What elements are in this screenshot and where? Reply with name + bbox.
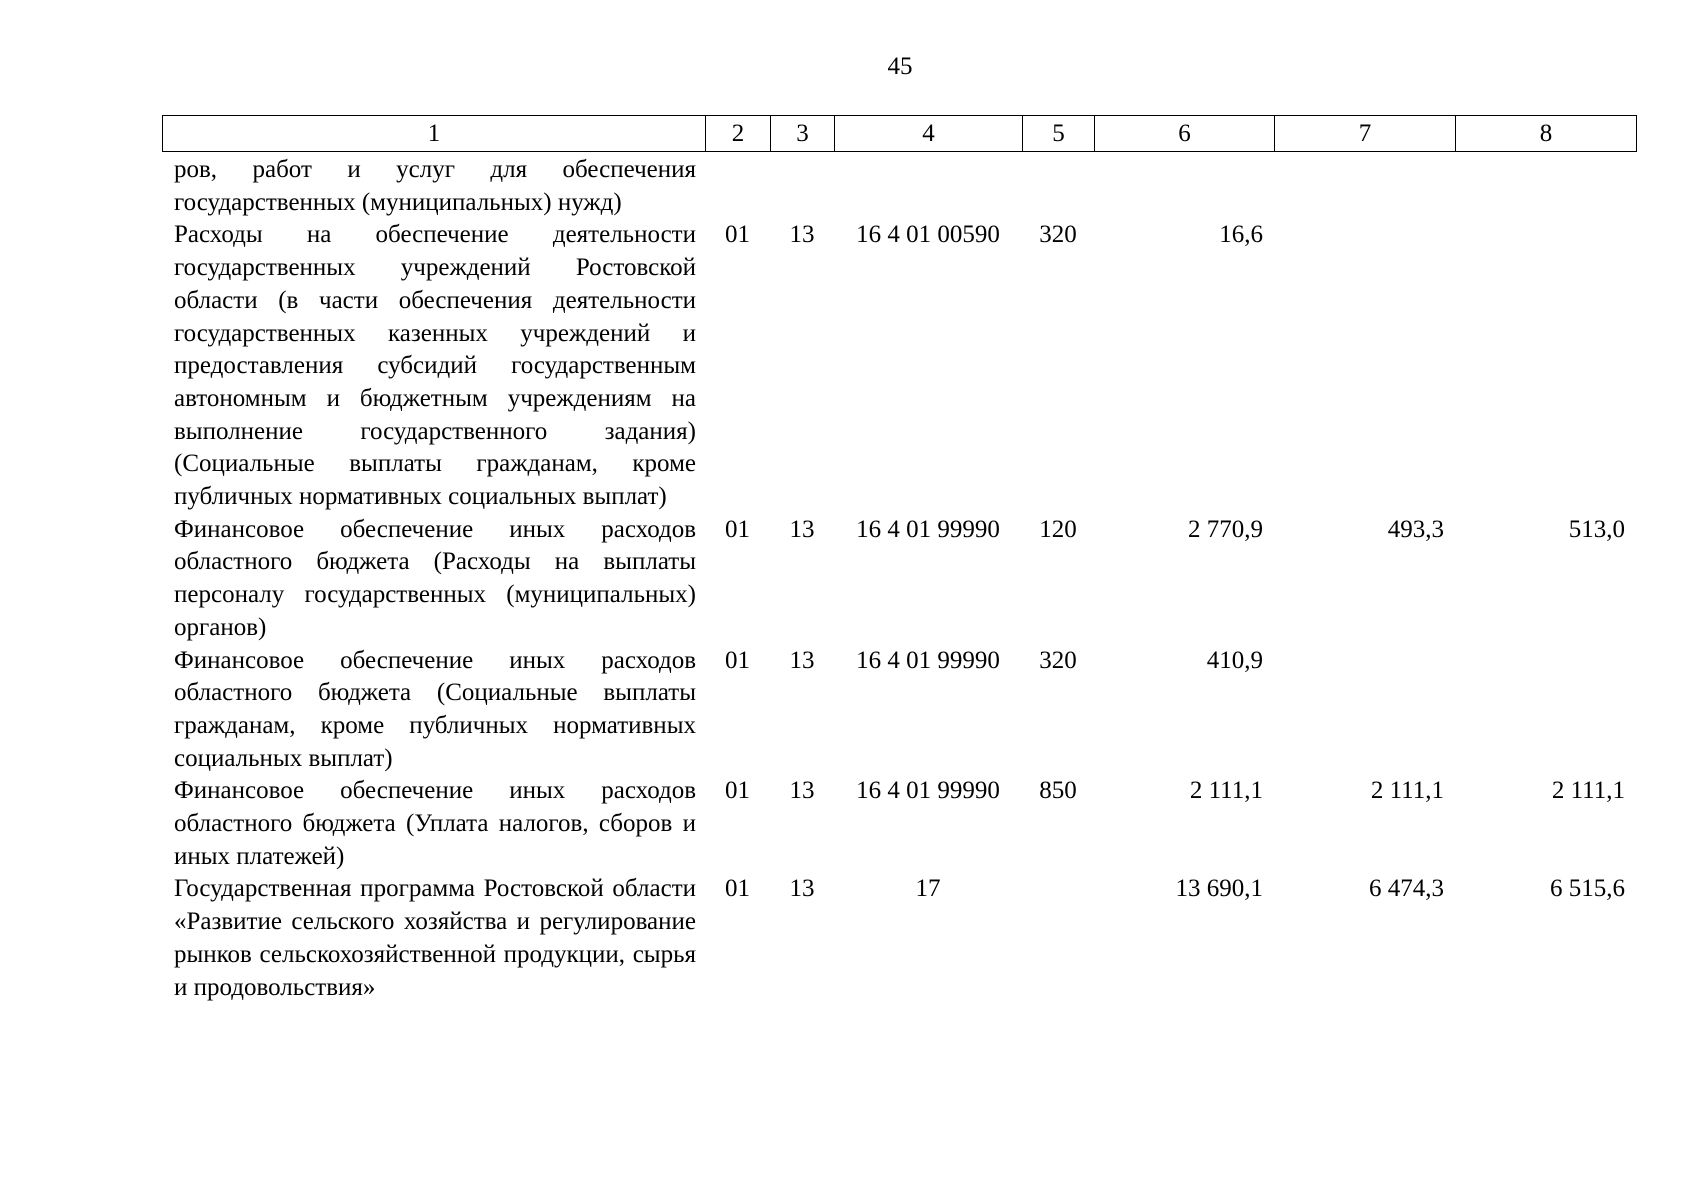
row-expense-type (1022, 154, 1094, 219)
row-value-col7 (1274, 154, 1455, 219)
row-name: Расходы на обеспечение деятельности государственных учреждений Ростовской области (в части обеспечения деятельности государственных казенных учреждений и предоставления субсидий государственным автономным и бюджетным учреждениям на выполнение государственного задания) (Социальные выплаты гражданам, кроме публичных нормативных социальных выплат) (174, 221, 696, 511)
row-name: Финансовое обеспечение иных расходов областного бюджета (Расходы на выплаты персоналу государственных (муниципальных) органов) (174, 515, 696, 641)
header-col-5: 5 (1023, 116, 1095, 152)
row-section: 01 (725, 646, 750, 674)
row-expense-type: 120 (1039, 515, 1077, 543)
header-col-6: 6 (1095, 116, 1275, 152)
row-value-col7: 6 474,3 (1369, 875, 1444, 903)
header-col-3: 3 (771, 116, 835, 152)
row-value-col6: 2 111,1 (1189, 777, 1263, 805)
header-row (163, 116, 1637, 152)
row-value-col6 (1094, 154, 1274, 219)
row-section: 01 (725, 875, 750, 903)
row-subsection (770, 154, 834, 219)
row-target-code (834, 154, 1022, 219)
row-section: 01 (725, 777, 750, 805)
row-target-code: 17 (915, 875, 941, 903)
row-value-col6: 16,6 (1219, 221, 1263, 249)
row-value-col7 (1274, 219, 1455, 513)
header-col-4: 4 (835, 116, 1023, 152)
row-subsection: 13 (789, 221, 815, 249)
header-col-2: 2 (706, 116, 771, 152)
row-name: Финансовое обеспечение иных расходов областного бюджета (Социальные выплаты гражданам, кроме публичных нормативных социальных выплат) (174, 646, 696, 772)
row-subsection: 13 (789, 646, 815, 674)
row-subsection: 13 (789, 515, 815, 543)
table-header (162, 115, 1637, 152)
row-target-code: 16 4 01 99990 (856, 646, 1000, 674)
row-target-code: 16 4 01 99990 (856, 515, 1000, 543)
row-target-code: 16 4 01 99990 (856, 777, 1000, 805)
row-section: 01 (725, 515, 750, 543)
row-value-col8: 513,0 (1568, 515, 1625, 543)
row-name: Государственная программа Ростовской области «Развитие сельского хозяйства и регулирование рынков сельскохозяйственной продукции, сырья и продовольствия» (174, 875, 696, 1001)
header-col-8: 8 (1456, 116, 1637, 152)
row-expense-type: 850 (1039, 777, 1077, 805)
row-expense-type: 320 (1039, 221, 1077, 249)
row-value-col7: 493,3 (1387, 515, 1444, 543)
row-value-col8 (1455, 154, 1636, 219)
table-row (162, 645, 1636, 776)
row-subsection: 13 (789, 777, 815, 805)
row-name: ров, работ и услуг для обеспечения государственных (муниципальных) нужд) (174, 156, 696, 216)
table-row (162, 154, 1636, 219)
row-value-col7 (1274, 645, 1455, 776)
row-target-code: 16 4 01 00590 (856, 221, 1000, 249)
row-section (705, 154, 770, 219)
row-value-col8 (1455, 645, 1636, 776)
header-col-7: 7 (1275, 116, 1456, 152)
table-row (162, 775, 1636, 873)
row-value-col6: 2 770,9 (1188, 515, 1263, 543)
row-expense-type (1022, 873, 1094, 1004)
row-value-col8: 2 111,1 (1551, 777, 1625, 805)
table-row (162, 514, 1636, 645)
row-section: 01 (725, 221, 750, 249)
budget-table (162, 154, 1636, 1004)
row-value-col7: 2 111,1 (1370, 777, 1444, 805)
row-value-col6: 13 690,1 (1175, 875, 1263, 903)
row-name: Финансовое обеспечение иных расходов областного бюджета (Уплата налогов, сборов и иных платежей) (174, 777, 696, 870)
table-row (162, 219, 1636, 513)
row-value-col8: 6 515,6 (1550, 875, 1625, 903)
row-value-col6: 410,9 (1206, 646, 1263, 674)
header-col-1: 1 (163, 116, 706, 152)
page-number: 45 (887, 53, 913, 80)
row-subsection: 13 (789, 875, 815, 903)
row-expense-type: 320 (1039, 646, 1077, 674)
row-value-col8 (1455, 219, 1636, 513)
table-row (162, 873, 1636, 1004)
